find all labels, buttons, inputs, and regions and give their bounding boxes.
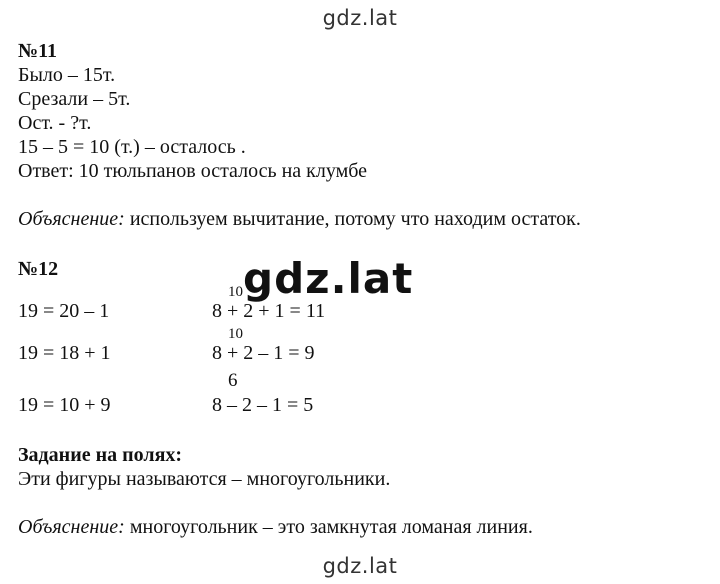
task12-right-2: 8 + 2 – 1 = 9 (212, 342, 315, 364)
watermark-center: gdz.lat (243, 254, 414, 303)
task12-superscript-1: 10 (228, 284, 243, 300)
task12-right-1: 8 + 2 + 1 = 11 (212, 300, 326, 322)
task11-line-3: Ост. - ?т. (18, 112, 92, 134)
task12-left-2: 19 = 18 + 1 (18, 342, 111, 364)
task12-title: №12 (18, 258, 59, 280)
task11-line-1: Было – 15т. (18, 64, 116, 86)
task11-line-5: Ответ: 10 тюльпанов осталось на клумбе (18, 160, 368, 182)
task11-explanation (18, 208, 581, 231)
task12-superscript-3: 6 (228, 370, 238, 391)
margin-task-title: Задание на полях: (18, 444, 183, 466)
task11-line-4: 15 – 5 = 10 (т.) – осталось . (18, 136, 246, 158)
task12-left-3: 19 = 10 + 9 (18, 394, 111, 416)
task12-right-3: 8 – 2 – 1 = 5 (212, 394, 314, 416)
margin-task-text: Эти фигуры называются – многоугольники. (18, 468, 391, 490)
task11-explanation-label: Объяснение: (18, 208, 125, 230)
task12-left-1: 19 = 20 – 1 (18, 300, 110, 322)
watermark-bottom: gdz.lat (322, 554, 398, 578)
task12-superscript-2: 10 (228, 326, 243, 342)
margin-task-explanation-label: Объяснение: (18, 516, 125, 538)
margin-task-explanation-text: многоугольник – это замкнутая ломаная линия. (124, 516, 533, 538)
watermark-top: gdz.lat (322, 6, 398, 30)
margin-task-explanation (18, 516, 533, 539)
task11-line-2: Срезали – 5т. (18, 88, 131, 110)
task11-explanation-text: используем вычитание, потому что находим остаток. (124, 208, 581, 230)
task11-title: №11 (18, 40, 57, 62)
